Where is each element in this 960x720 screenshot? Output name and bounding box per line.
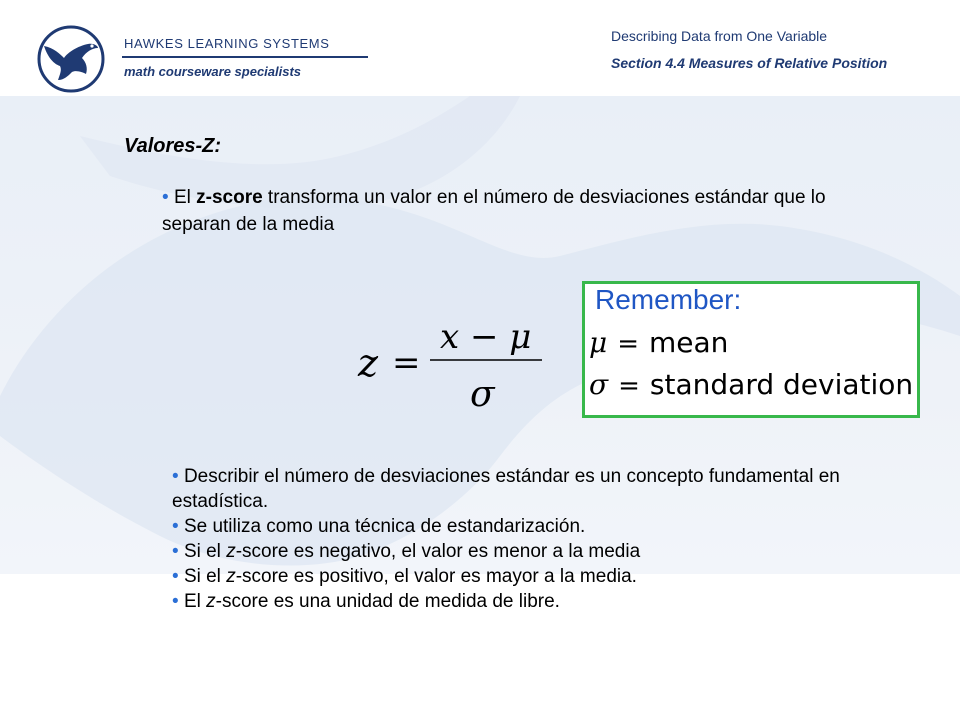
bullet-item xyxy=(172,539,872,564)
bullet-text: El xyxy=(183,591,207,612)
bullet-dot: • xyxy=(172,591,184,612)
bullet-text: -score es negativo, el valor es menor a la media xyxy=(235,541,641,562)
remember-title: Remember: xyxy=(595,284,742,315)
formula-numerator: x − μ xyxy=(440,318,532,357)
bullet-list xyxy=(172,464,872,614)
bullet-text: Describir el número de desviaciones estándar es un concepto fundamental en estadística. xyxy=(172,466,840,512)
bullet-text: -score es una unidad de medida de libre. xyxy=(215,591,560,612)
bullet-text: Si el xyxy=(183,566,227,587)
section-title: Section 4.4 Measures of Relative Position xyxy=(611,55,888,71)
bullet-item xyxy=(172,564,872,589)
mean-text: mean xyxy=(649,326,729,359)
bullet-item xyxy=(172,514,872,539)
z-score-formula xyxy=(352,318,552,418)
bullet-dot: • xyxy=(172,466,184,487)
formula-denominator: σ xyxy=(470,374,495,415)
mean-equals: = xyxy=(617,329,639,359)
bullet-text: Si el xyxy=(183,541,227,562)
bullet-text: -score es positivo, el valor es mayor a la media. xyxy=(235,566,637,587)
intro-term: z-score xyxy=(196,187,263,208)
formula-lhs: z xyxy=(358,341,379,385)
formula-equals: = xyxy=(392,343,421,383)
bullet-text: Se utiliza como una técnica de estandarización. xyxy=(183,516,586,537)
chapter-title: Describing Data from One Variable xyxy=(611,28,828,44)
company-name: HAWKES LEARNING SYSTEMS xyxy=(124,36,330,51)
company-tagline: math courseware specialists xyxy=(124,64,302,79)
bullet-text: z xyxy=(226,541,236,562)
bullet-text: z xyxy=(206,591,216,612)
remember-box xyxy=(582,281,920,418)
sd-equals: = xyxy=(618,371,640,401)
bullet-item xyxy=(172,464,872,514)
intro-prefix: El xyxy=(173,187,197,208)
bullet-text: z xyxy=(226,566,236,587)
sd-definition xyxy=(589,368,913,401)
slide-heading: Valores-Z: xyxy=(124,135,222,157)
sd-text: standard deviation xyxy=(649,368,914,401)
bullet-dot: • xyxy=(172,541,184,562)
intro-suffix: transforma un valor en el número de desviaciones estándar que lo separan de la media xyxy=(162,187,826,235)
mean-definition xyxy=(589,326,728,359)
mean-symbol: μ xyxy=(589,326,608,359)
bullet-dot: • xyxy=(172,566,184,587)
bullet-dot: • xyxy=(172,516,184,537)
eagle-logo-icon xyxy=(36,24,106,94)
intro-bullet xyxy=(162,184,862,238)
company-divider xyxy=(122,56,368,58)
bullet-item xyxy=(172,589,872,614)
sd-symbol: σ xyxy=(589,368,609,401)
bullet-dot: • xyxy=(162,187,169,208)
